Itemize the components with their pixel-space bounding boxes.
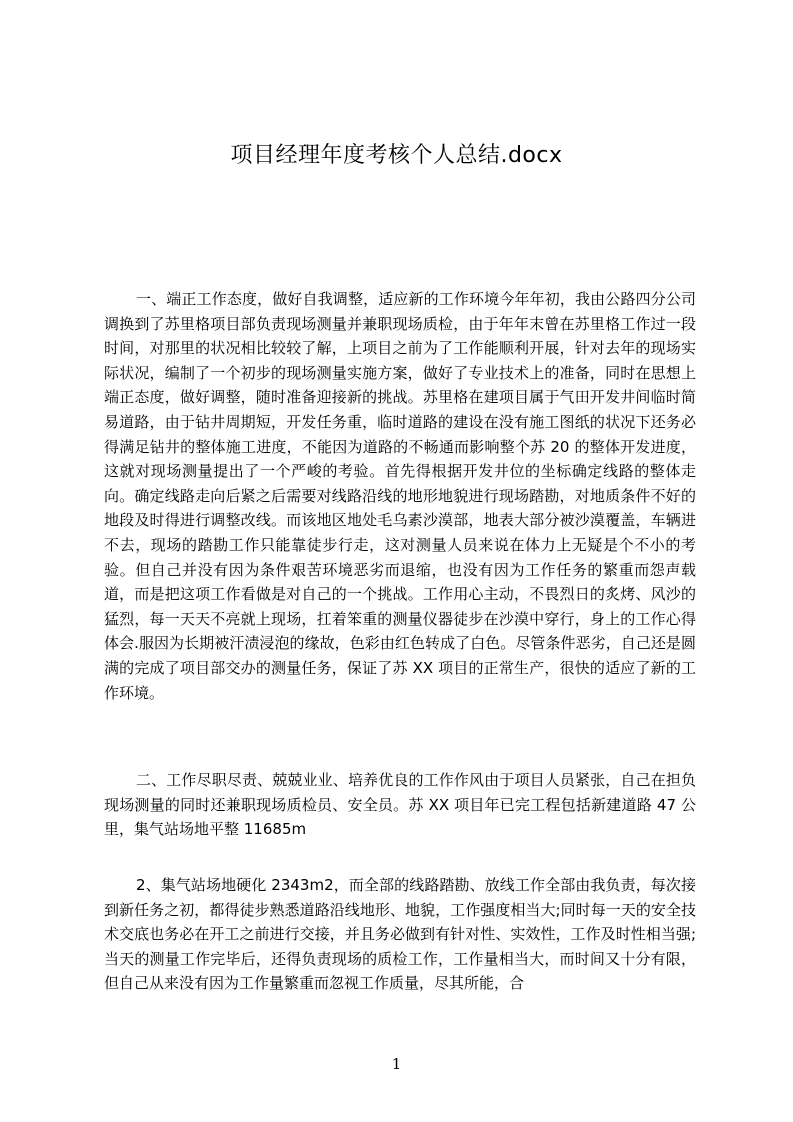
document-title: 项目经理年度考核个人总结.docx — [230, 143, 563, 168]
body-paragraph-1: 一、端正工作态度，做好自我调整，适应新的工作环境今年年初，我由公路四分公司调换到了苏里格项目部负责现场测量并兼职现场质检，由于年年末曾在苏里格工作过一段时间，对那里的状况相比较较了解，上项目之前为了工作能顺利开展，针对去年的现场实际状况，编制了一个初步的现场测量实施方案，做好了专业技术上的准备，同时在思想上端正态度，做好调整，随时准备迎接新的挑战。苏里格在建项目属于气田开发井间临时简易道路，由于钻井周期短，开发任务重，临时道路的建设在没有施工图纸的状况下还务必得满足钻井的整体施工进度，不能因为道路的不畅通而影响整个苏 20 的整体开发进度，这就对现场测量提出了一个严峻的考验。首先得根据开发井位的坐标确定线路的整体走向。确定线路走向后紧之后需要对线路沿线的地形地貌进行现场踏勘，对地质条件不好的地段及时得进行调整改线。而该地区地处毛乌素沙漠部，地表大部分被沙漠覆盖，车辆进不去，现场的踏勘工作只能靠徒步行走，这对测量人员来说在体力上无疑是个不小的考验。但自己并没有因为条件艰苦环境恶劣而退缩，也没有因为工作任务的繁重而怨声载道，而是把这项工作看做是对自己的一个挑战。工作用心主动，不畏烈日的炙烤、风沙的猛烈，每一天天不亮就上现场，扛着笨重的测量仪器徒步在沙漠中穿行，身上的工作心得体会.服因为长期被汗渍浸泡的缘故，色彩由红色转成了白色。尽管条件恶劣，自己还是圆满的完成了项目部交办的测量任务，保证了苏 XX 项目的正常生产，很快的适应了新的工作环境。 — [104, 290, 696, 702]
body-paragraph-2: 二、工作尽职尽责、兢兢业业、培养优良的工作作风由于项目人员紧张，自己在担负现场测量的同时还兼职现场质检员、安全员。苏 XX 项目年已完工程包括新建道路 47 公里，集气站场地平整 11685m — [104, 771, 696, 839]
page-number: 1 — [391, 1055, 402, 1073]
body-paragraph-3: 2、集气站场地硬化 2343m2，而全部的线路踏勘、放线工作全部由我负责，每次接到新任务之初，都得徒步熟悉道路沿线地形、地貌，工作强度相当大;同时每一天的安全技术交底也务必在开工之前进行交接，并且务必做到有针对性、实效性，工作及时性相当强;当天的测量工作完毕后，还得负责现场的质检工作，工作量相当大，而时间又十分有限，但自己从来没有因为工作量繁重而忽视工作质量，尽其所能，合 — [104, 876, 696, 993]
